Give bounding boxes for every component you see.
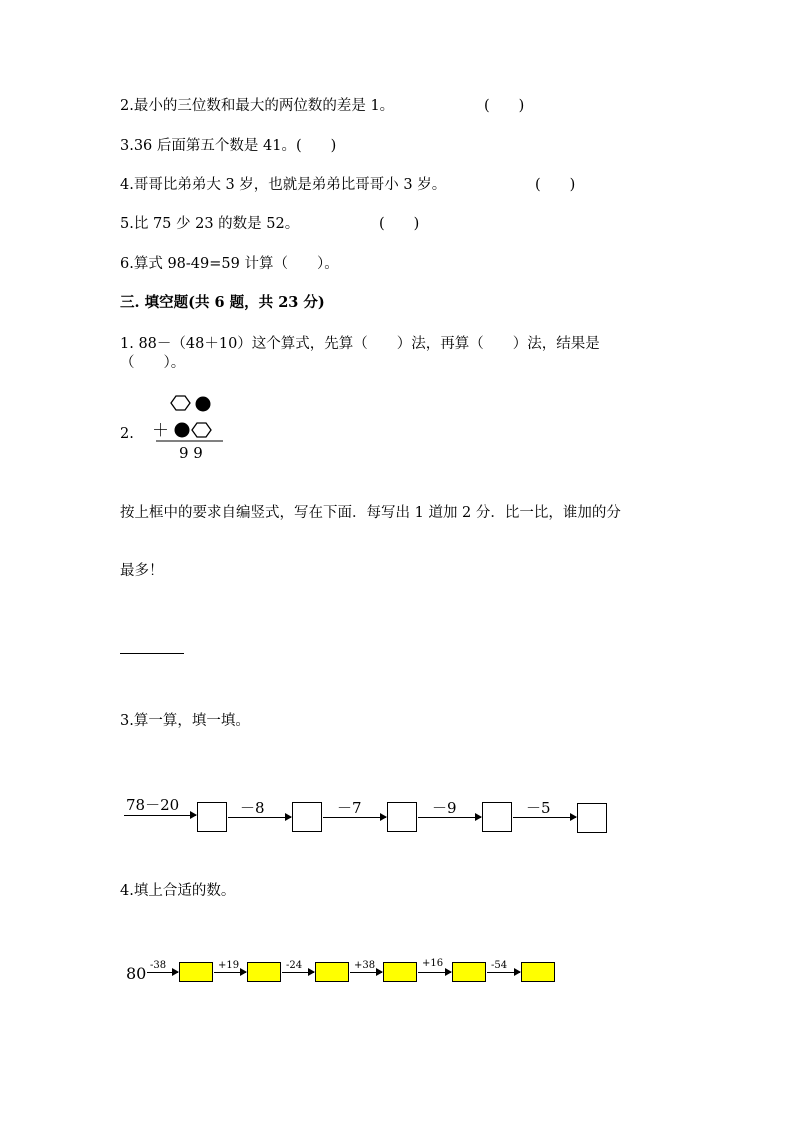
chain4-arrow-2 bbox=[214, 972, 246, 973]
sum-result: 9 9 bbox=[179, 444, 203, 462]
chain4-arrow-6 bbox=[487, 972, 520, 973]
chain4-arrow-5 bbox=[418, 972, 451, 973]
judge-item-4: 4.哥哥比弟弟大 3 岁，也就是弟弟比哥哥小 3 岁。 bbox=[120, 177, 447, 193]
plus-sign: ＋ bbox=[152, 421, 169, 441]
chain4-op-2: +19 bbox=[218, 960, 240, 971]
chain4-op-1: -38 bbox=[150, 960, 167, 971]
chain4-op-4: +38 bbox=[354, 960, 376, 971]
chain3-arrow-1 bbox=[124, 815, 196, 816]
chain3-answer-box-1[interactable] bbox=[197, 802, 227, 832]
judge-item-6: 6.算式 98-49=59 计算（ ）。 bbox=[120, 256, 339, 272]
chain4-start: 80 bbox=[126, 964, 147, 983]
hexagon-icon bbox=[171, 396, 190, 410]
fill-q4-title: 4.填上合适的数。 bbox=[120, 883, 236, 899]
chain4-arrow-3 bbox=[282, 972, 314, 973]
fill-q2-number: 2. bbox=[120, 426, 134, 442]
chain3-op-1: －8 bbox=[240, 799, 265, 817]
chain4-op-3: -24 bbox=[286, 960, 303, 971]
chain3-op-3: －9 bbox=[432, 799, 457, 817]
chain3-answer-box-2[interactable] bbox=[292, 802, 322, 832]
answer-paren-4[interactable]: ( ) bbox=[535, 177, 576, 193]
answer-paren-5[interactable]: ( ) bbox=[379, 216, 420, 232]
chain4-answer-box-1[interactable] bbox=[179, 962, 213, 982]
chain4-answer-box-2[interactable] bbox=[247, 962, 281, 982]
chain3-arrow-3 bbox=[323, 817, 386, 818]
fill-q1-line2: （ ）。 bbox=[120, 355, 186, 371]
chain4-arrow-4 bbox=[350, 972, 382, 973]
fill-q2-instruction-line1: 按上框中的要求自编竖式，写在下面．每写出 1 道加 2 分．比一比，谁加的分 bbox=[120, 505, 621, 521]
chain3-arrow-5 bbox=[513, 817, 576, 818]
filled-circle-icon bbox=[175, 423, 190, 438]
filled-circle-icon bbox=[196, 397, 211, 412]
chain4-op-6: -54 bbox=[491, 960, 508, 971]
judge-item-2: 2.最小的三位数和最大的两位数的差是 1。 bbox=[120, 98, 395, 114]
fill-q1-line1: 1. 88－（48＋10）这个算式，先算（ ）法，再算（ ）法，结果是 bbox=[120, 336, 600, 352]
judge-item-5: 5.比 75 少 23 的数是 52。 bbox=[120, 216, 300, 232]
chain4-arrow-1 bbox=[147, 972, 178, 973]
chain3-arrow-2 bbox=[228, 817, 291, 818]
chain3-answer-box-5[interactable] bbox=[577, 803, 607, 833]
fill-q2-instruction-line2: 最多！ bbox=[120, 563, 164, 579]
chain3-arrow-4 bbox=[418, 817, 481, 818]
chain3-answer-box-4[interactable] bbox=[482, 802, 512, 832]
chain3-start: 78－20 bbox=[126, 796, 180, 814]
chain4-answer-box-3[interactable] bbox=[315, 962, 349, 982]
chain4-answer-box-5[interactable] bbox=[452, 962, 486, 982]
answer-blank-line[interactable] bbox=[120, 653, 184, 654]
chain4-op-5: +16 bbox=[422, 958, 444, 969]
answer-paren-2[interactable]: ( ) bbox=[484, 98, 525, 114]
chain3-op-2: －7 bbox=[337, 799, 362, 817]
vertical-addition-puzzle bbox=[148, 393, 258, 463]
chain4-answer-box-6[interactable] bbox=[521, 962, 555, 982]
chain4-answer-box-4[interactable] bbox=[383, 962, 417, 982]
hexagon-icon bbox=[192, 423, 211, 437]
section-heading: 三. 填空题(共 6 题，共 23 分) bbox=[120, 294, 325, 311]
chain3-answer-box-3[interactable] bbox=[387, 802, 417, 832]
judge-item-3: 3.36 后面第五个数是 41。( ) bbox=[120, 138, 337, 154]
chain3-op-4: －5 bbox=[526, 799, 551, 817]
fill-q3-title: 3.算一算，填一填。 bbox=[120, 713, 250, 729]
